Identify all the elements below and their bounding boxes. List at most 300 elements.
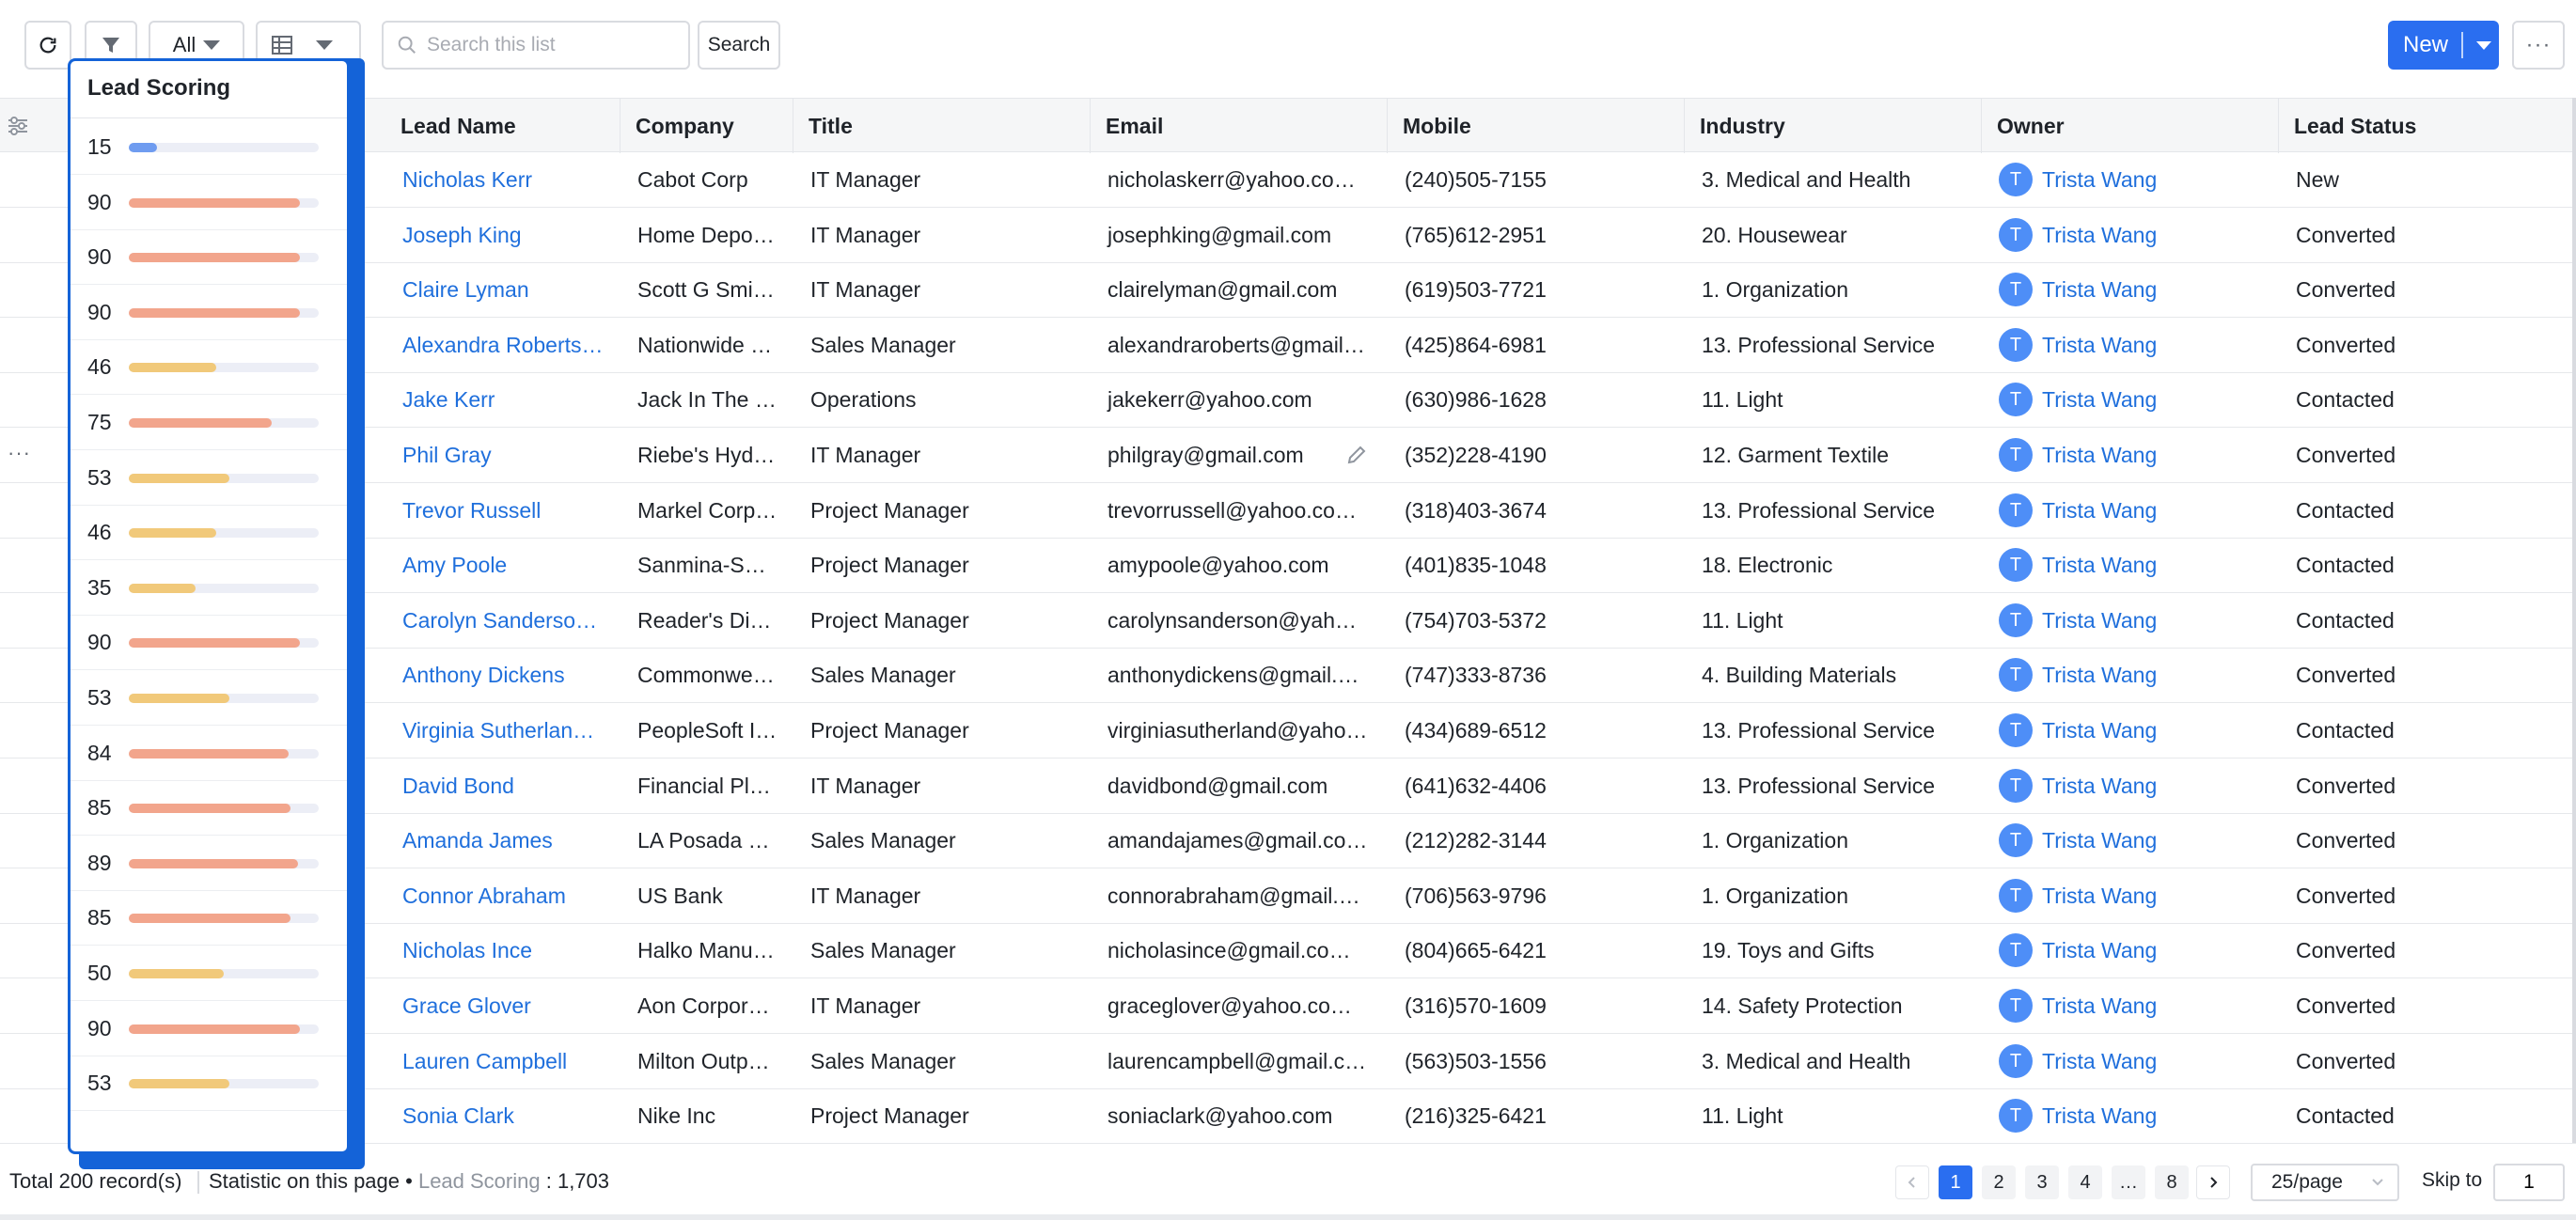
cell-name[interactable]: Virginia Sutherlan…	[402, 718, 595, 743]
page-size-select[interactable]	[2251, 1164, 2399, 1201]
owner-link[interactable]: Trista Wang	[2042, 883, 2158, 908]
cell-industry: 12. Garment Textile	[1702, 443, 1890, 467]
owner-link[interactable]: Trista Wang	[2042, 443, 2158, 467]
cell-title: IT Manager	[810, 443, 921, 467]
cell-company: Scott G Smi…	[637, 277, 775, 303]
more-actions-button[interactable]: ···	[2512, 21, 2565, 70]
cell-owner	[1982, 483, 2279, 538]
cell-company: Aon Corpor…	[637, 993, 770, 1018]
avatar: T	[1999, 879, 2033, 913]
cell-company: Halko Manu…	[637, 938, 775, 963]
leads-table	[0, 94, 2576, 1143]
table-footer	[0, 1162, 2576, 1203]
next-page-button[interactable]	[2196, 1165, 2230, 1199]
cell-owner	[1982, 1034, 2279, 1088]
lead-scoring-item	[71, 890, 350, 946]
lead-scoring-item	[71, 339, 350, 395]
cell-company: Cabot Corp	[637, 167, 748, 192]
lead-scoring-value: 75	[87, 410, 112, 434]
lead-scoring-item	[71, 836, 350, 891]
cell-name[interactable]: Claire Lyman	[402, 277, 529, 303]
table-row[interactable]	[0, 1034, 2576, 1089]
cell-name[interactable]: Trevor Russell	[402, 497, 542, 523]
table-row[interactable]	[0, 318, 2576, 373]
lead-scoring-value: 53	[87, 464, 112, 490]
cell-name[interactable]: Amanda James	[402, 828, 553, 853]
cell-name[interactable]: Connor Abraham	[402, 883, 566, 908]
lead-scoring-bar-fill	[129, 694, 229, 703]
table-row[interactable]	[0, 208, 2576, 263]
lead-scoring-bar-track	[129, 253, 319, 262]
lead-scoring-bar-track	[129, 418, 319, 428]
avatar: T	[1999, 713, 2033, 747]
new-button-divider	[2461, 32, 2463, 58]
lead-scoring-value: 35	[87, 574, 112, 600]
lead-scoring-item	[71, 175, 350, 230]
cell-status: Converted	[2296, 663, 2396, 688]
cell-industry: 13. Professional Service	[1702, 332, 1936, 357]
table-row[interactable]	[0, 1088, 2576, 1144]
avatar: T	[1999, 1099, 2033, 1133]
cell-industry: 1. Organization	[1702, 883, 1848, 908]
owner-link[interactable]: Trista Wang	[2042, 1048, 2158, 1073]
lead-scoring-value: 85	[87, 905, 112, 931]
cell-email: laurencampbell@gmail.c…	[1107, 1048, 1367, 1073]
cell-mobile: (747)333-8736	[1405, 663, 1547, 688]
cell-industry: 18. Electronic	[1702, 553, 1833, 578]
owner-link[interactable]: Trista Wang	[2042, 828, 2158, 853]
cell-email: amypoole@yahoo.com	[1107, 553, 1329, 578]
page-button-8[interactable]: 8	[2155, 1165, 2189, 1199]
lead-scoring-bar-fill	[129, 1079, 229, 1088]
lead-scoring-item	[71, 560, 350, 616]
cell-title: Sales Manager	[810, 828, 956, 853]
avatar: T	[1999, 933, 2033, 967]
cell-name[interactable]: David Bond	[402, 773, 514, 798]
column-header-mobile[interactable]: Mobile	[1388, 99, 1685, 153]
cell-title: Project Manager	[810, 718, 969, 743]
lead-scoring-item	[71, 780, 350, 836]
cell-name[interactable]: Grace Glover	[402, 993, 531, 1018]
lead-scoring-item	[71, 615, 350, 670]
lead-scoring-value: 15	[87, 134, 112, 159]
lead-scoring-bar-track	[129, 528, 319, 538]
avatar: T	[1999, 769, 2033, 803]
cell-email: josephking@gmail.com	[1107, 222, 1332, 247]
cell-company: Markel Corp…	[637, 497, 778, 523]
cell-title: Sales Manager	[810, 938, 956, 963]
lead-scoring-bar-track	[129, 914, 319, 923]
cell-mobile: (318)403-3674	[1405, 497, 1547, 523]
owner-link[interactable]: Trista Wang	[2042, 553, 2158, 578]
cell-email: carolynsanderson@yah…	[1107, 607, 1357, 633]
table-row[interactable]	[0, 923, 2576, 978]
lead-scoring-bar-track	[129, 749, 319, 759]
avatar: T	[1999, 603, 2033, 637]
lead-scoring-bar-track	[129, 363, 319, 372]
avatar: T	[1999, 383, 2033, 416]
toolbar	[0, 0, 2576, 94]
vertical-scrollbar[interactable]	[2572, 98, 2576, 1143]
column-header-company[interactable]: Company	[620, 99, 793, 153]
cell-status: New	[2296, 167, 2340, 192]
cell-company: LA Posada …	[637, 828, 770, 853]
table-row[interactable]	[0, 703, 2576, 759]
cell-industry: 14. Safety Protection	[1702, 993, 1903, 1018]
cell-email: jakekerr@yahoo.com	[1107, 387, 1312, 413]
footer-divider	[197, 1171, 199, 1194]
cell-name[interactable]: Nicholas Kerr	[402, 167, 533, 192]
cell-owner	[1982, 923, 2279, 978]
search-button[interactable]: Search	[698, 21, 780, 70]
lead-scoring-value: 84	[87, 740, 112, 765]
column-settings-icon[interactable]	[6, 114, 30, 138]
cell-mobile: (754)703-5372	[1405, 607, 1547, 633]
lead-scoring-item	[71, 229, 350, 285]
table-row[interactable]	[0, 262, 2576, 318]
cell-company: Reader's Di…	[637, 607, 772, 633]
cell-owner	[1982, 208, 2279, 262]
column-header-email[interactable]: Email	[1091, 99, 1388, 153]
lead-scoring-item	[71, 505, 350, 560]
avatar: T	[1999, 163, 2033, 196]
cell-name[interactable]: Lauren Campbell	[402, 1048, 568, 1073]
cell-industry: 19. Toys and Gifts	[1702, 938, 1875, 963]
lead-scoring-bar-track	[129, 198, 319, 208]
cell-status: Contacted	[2296, 387, 2395, 413]
cell-owner	[1982, 318, 2279, 372]
cell-title: Project Manager	[810, 497, 969, 523]
cell-status: Converted	[2296, 222, 2396, 247]
lead-scoring-bar-fill	[129, 308, 300, 318]
row-actions-icon[interactable]: ···	[8, 441, 31, 464]
column-header-industry[interactable]: Industry	[1685, 99, 1982, 153]
table-row[interactable]	[0, 978, 2576, 1034]
table-row[interactable]	[0, 648, 2576, 703]
owner-link[interactable]: Trista Wang	[2042, 167, 2158, 192]
cell-email: alexandraroberts@gmail…	[1107, 332, 1365, 357]
owner-link[interactable]: Trista Wang	[2042, 718, 2158, 743]
lead-scoring-bar-fill	[129, 969, 224, 978]
table-row[interactable]	[0, 759, 2576, 814]
cell-mobile: (641)632-4406	[1405, 773, 1547, 798]
cell-company: Riebe's Hyd…	[637, 443, 776, 467]
cell-title: IT Manager	[810, 883, 921, 908]
cell-email: virginiasutherland@yaho…	[1107, 718, 1368, 743]
cell-owner	[1982, 428, 2279, 482]
table-row[interactable]	[0, 593, 2576, 649]
chevron-left-icon	[1906, 1176, 1919, 1189]
cell-title: IT Manager	[810, 277, 921, 303]
table-row[interactable]	[0, 813, 2576, 868]
statistic-value: : 1,703	[545, 1169, 610, 1193]
cell-mobile: (401)835-1048	[1405, 553, 1547, 578]
owner-link[interactable]: Trista Wang	[2042, 773, 2158, 798]
cell-name[interactable]: Phil Gray	[402, 443, 492, 467]
column-header-status[interactable]: Lead Status	[2279, 99, 2576, 153]
page-statistic	[209, 1169, 609, 1194]
cell-owner	[1982, 759, 2279, 813]
cell-status: Contacted	[2296, 718, 2395, 743]
new-button[interactable]	[2388, 21, 2499, 70]
lead-scoring-value: 46	[87, 520, 112, 545]
cell-title: Operations	[810, 387, 917, 413]
cell-mobile: (765)612-2951	[1405, 222, 1547, 247]
cell-email: anthonydickens@gmail.…	[1107, 663, 1359, 688]
cell-title: Sales Manager	[810, 332, 956, 357]
cell-mobile: (804)665-6421	[1405, 938, 1547, 963]
avatar: T	[1999, 328, 2033, 362]
owner-link[interactable]: Trista Wang	[2042, 387, 2158, 413]
cell-mobile: (316)570-1609	[1405, 993, 1547, 1018]
cell-status: Contacted	[2296, 497, 2395, 523]
cell-company: Sanmina-S…	[637, 553, 766, 578]
avatar: T	[1999, 493, 2033, 527]
scope-dropdown-label: All	[172, 33, 196, 56]
table-header	[0, 98, 2576, 152]
lead-scoring-item	[71, 450, 350, 506]
table-row[interactable]	[0, 152, 2576, 208]
column-header-name[interactable]: Lead Name	[385, 99, 620, 153]
cell-company: Financial Pl…	[637, 773, 771, 798]
cell-company: PeopleSoft I…	[637, 718, 778, 743]
cell-name[interactable]: Carolyn Sanderso…	[402, 607, 598, 633]
horizontal-scrollbar[interactable]	[0, 1214, 2576, 1220]
cell-status: Contacted	[2296, 553, 2395, 578]
cell-email: clairelyman@gmail.com	[1107, 277, 1338, 303]
search-icon	[397, 35, 417, 55]
cell-company: Jack In The …	[637, 387, 777, 413]
search-box	[382, 21, 690, 70]
cell-status: Converted	[2296, 993, 2396, 1018]
cell-mobile: (619)503-7721	[1405, 277, 1547, 303]
avatar: T	[1999, 273, 2033, 306]
avatar: T	[1999, 218, 2033, 252]
cell-name[interactable]: Anthony Dickens	[402, 663, 565, 688]
owner-link[interactable]: Trista Wang	[2042, 497, 2158, 523]
cell-owner	[1982, 978, 2279, 1033]
cell-email: amandajames@gmail.co…	[1107, 828, 1368, 853]
cell-industry: 11. Light	[1702, 387, 1783, 413]
owner-link[interactable]: Trista Wang	[2042, 277, 2158, 303]
edit-pencil-icon[interactable]	[1346, 445, 1367, 465]
cell-industry: 1. Organization	[1702, 828, 1848, 853]
cell-status: Contacted	[2296, 607, 2395, 633]
cell-company: Home Depo…	[637, 222, 775, 247]
cell-company: Nationwide …	[637, 332, 773, 357]
lead-scoring-bar-fill	[129, 804, 291, 813]
lead-scoring-bar-fill	[129, 584, 196, 593]
table-row[interactable]	[0, 868, 2576, 924]
cell-title: Sales Manager	[810, 663, 956, 688]
cell-status: Converted	[2296, 773, 2396, 798]
cell-title: IT Manager	[810, 167, 921, 192]
cell-name[interactable]: Sonia Clark	[402, 1103, 514, 1129]
cell-mobile: (630)986-1628	[1405, 387, 1547, 413]
cell-owner	[1982, 372, 2279, 427]
lead-scoring-panel[interactable]	[68, 58, 350, 1154]
cell-title: Sales Manager	[810, 1048, 956, 1073]
cell-mobile: (425)864-6981	[1405, 332, 1547, 357]
lead-scoring-item	[71, 670, 350, 726]
cell-industry: 3. Medical and Health	[1702, 167, 1911, 192]
cell-email: nicholaskerr@yahoo.co…	[1107, 167, 1356, 192]
cell-title: Project Manager	[810, 1103, 969, 1129]
lead-scoring-bar-fill	[129, 859, 298, 868]
cell-name[interactable]: Nicholas Ince	[402, 938, 533, 963]
cell-industry: 20. Housewear	[1702, 222, 1847, 247]
table-row[interactable]	[0, 372, 2576, 428]
table-row[interactable]	[0, 428, 2576, 483]
cell-industry: 13. Professional Service	[1702, 718, 1936, 743]
cell-status: Converted	[2296, 443, 2396, 467]
lead-scoring-bar-fill	[129, 749, 289, 759]
lead-scoring-value: 89	[87, 850, 112, 875]
cell-email: trevorrussell@yahoo.co…	[1107, 497, 1357, 523]
refresh-button[interactable]	[24, 21, 71, 70]
cell-mobile: (563)503-1556	[1405, 1048, 1547, 1073]
skip-to-input[interactable]	[2493, 1164, 2565, 1201]
cell-title: Project Manager	[810, 553, 969, 578]
owner-link[interactable]: Trista Wang	[2042, 993, 2158, 1018]
lead-scoring-item	[71, 946, 350, 1001]
chevron-down-icon[interactable]	[2476, 41, 2491, 50]
cell-title: IT Manager	[810, 222, 921, 247]
cell-industry: 13. Professional Service	[1702, 773, 1936, 798]
lead-scoring-bar-fill	[129, 474, 229, 483]
cell-mobile: (352)228-4190	[1405, 443, 1547, 467]
owner-link[interactable]: Trista Wang	[2042, 332, 2158, 357]
lead-scoring-bar-track	[129, 1024, 319, 1034]
table-row[interactable]	[0, 538, 2576, 593]
lead-scoring-bar-track	[129, 308, 319, 318]
owner-link[interactable]: Trista Wang	[2042, 222, 2158, 247]
lead-scoring-bar-track	[129, 584, 319, 593]
owner-link[interactable]: Trista Wang	[2042, 663, 2158, 688]
cell-name[interactable]: Alexandra Roberts…	[402, 332, 604, 357]
cell-mobile: (240)505-7155	[1405, 167, 1547, 192]
lead-scoring-bar-track	[129, 143, 319, 152]
table-view-icon	[271, 35, 293, 55]
cell-status: Contacted	[2296, 1103, 2395, 1129]
lead-scoring-divider	[71, 117, 350, 118]
cell-name[interactable]: Jake Kerr	[402, 387, 495, 413]
table-row[interactable]	[0, 483, 2576, 539]
owner-link[interactable]: Trista Wang	[2042, 607, 2158, 633]
lead-scoring-value: 85	[87, 795, 112, 821]
lead-scoring-bar-fill	[129, 914, 291, 923]
cell-email: nicholasince@gmail.co…	[1107, 938, 1351, 963]
prev-page-button[interactable]	[1895, 1165, 1929, 1199]
avatar: T	[1999, 1044, 2033, 1078]
chevron-right-icon	[2207, 1176, 2220, 1189]
page-button-1[interactable]: 1	[1939, 1165, 1972, 1199]
cell-email: connorabraham@gmail.…	[1107, 883, 1360, 908]
cell-owner	[1982, 813, 2279, 868]
chevron-down-icon	[316, 40, 333, 50]
lead-scoring-item	[71, 119, 350, 175]
cell-owner	[1982, 152, 2279, 207]
lead-scoring-bar-fill	[129, 418, 272, 428]
avatar: T	[1999, 823, 2033, 857]
cell-owner	[1982, 868, 2279, 923]
cell-email: philgray@gmail.com	[1107, 443, 1304, 467]
lead-scoring-bar-fill	[129, 363, 216, 372]
column-header-title[interactable]: Title	[793, 99, 1091, 153]
cell-status: Converted	[2296, 938, 2396, 963]
search-input[interactable]	[427, 34, 671, 56]
lead-scoring-value: 90	[87, 630, 112, 655]
cell-industry: 13. Professional Service	[1702, 497, 1936, 523]
lead-scoring-bar-track	[129, 1079, 319, 1088]
cell-industry: 3. Medical and Health	[1702, 1048, 1911, 1073]
cell-company: Milton Outp…	[637, 1048, 770, 1073]
cell-title: IT Manager	[810, 993, 921, 1018]
total-records: Total 200 record(s)	[9, 1169, 182, 1193]
refresh-icon	[38, 35, 58, 55]
cell-email: graceglover@yahoo.co…	[1107, 993, 1352, 1018]
lead-scoring-value: 90	[87, 244, 112, 270]
pagination-ellipsis[interactable]: …	[2112, 1165, 2145, 1199]
owner-link[interactable]: Trista Wang	[2042, 1103, 2158, 1129]
lead-scoring-bar-track	[129, 859, 319, 868]
cell-name[interactable]: Joseph King	[402, 222, 522, 247]
lead-scoring-bar-track	[129, 638, 319, 648]
cell-mobile: (216)325-6421	[1405, 1103, 1547, 1129]
lead-scoring-value: 50	[87, 961, 112, 985]
page-button-2[interactable]: 2	[1982, 1165, 2016, 1199]
lead-scoring-bar-fill	[129, 528, 216, 538]
cell-company: Commonwe…	[637, 663, 775, 688]
cell-owner	[1982, 703, 2279, 758]
cell-industry: 11. Light	[1702, 1103, 1783, 1129]
cell-industry: 1. Organization	[1702, 277, 1848, 303]
cell-status: Converted	[2296, 883, 2396, 908]
lead-scoring-value: 90	[87, 189, 112, 214]
cell-owner	[1982, 538, 2279, 592]
statistic-prefix: Statistic on this page •	[209, 1169, 413, 1193]
cell-status: Converted	[2296, 1048, 2396, 1073]
filter-icon	[100, 34, 122, 56]
lead-scoring-value: 90	[87, 299, 112, 324]
cell-title: Project Manager	[810, 607, 969, 633]
owner-link[interactable]: Trista Wang	[2042, 938, 2158, 963]
lead-scoring-item	[71, 726, 350, 781]
column-header-owner[interactable]: Owner	[1982, 99, 2279, 153]
cell-name[interactable]: Amy Poole	[402, 553, 508, 578]
cell-mobile: (706)563-9796	[1405, 883, 1547, 908]
lead-scoring-bar-fill	[129, 1024, 300, 1034]
lead-scoring-bar-fill	[129, 198, 300, 208]
cell-status: Converted	[2296, 332, 2396, 357]
cell-owner	[1982, 1088, 2279, 1143]
cell-owner	[1982, 593, 2279, 648]
page-size-value: 25/page	[2271, 1171, 2343, 1193]
lead-scoring-item	[71, 1001, 350, 1056]
lead-scoring-value: 46	[87, 354, 112, 380]
lead-scoring-bar-track	[129, 694, 319, 703]
page-button-4[interactable]: 4	[2068, 1165, 2102, 1199]
page-button-3[interactable]: 3	[2025, 1165, 2059, 1199]
cell-industry: 4. Building Materials	[1702, 663, 1897, 688]
cell-owner	[1982, 648, 2279, 702]
statistic-label: Lead Scoring	[417, 1169, 541, 1193]
skip-to-label: Skip to	[2422, 1169, 2483, 1191]
avatar: T	[1999, 438, 2033, 472]
lead-scoring-item	[71, 285, 350, 340]
lead-scoring-bar-fill	[129, 253, 300, 262]
cell-email: soniaclark@yahoo.com	[1107, 1103, 1333, 1129]
